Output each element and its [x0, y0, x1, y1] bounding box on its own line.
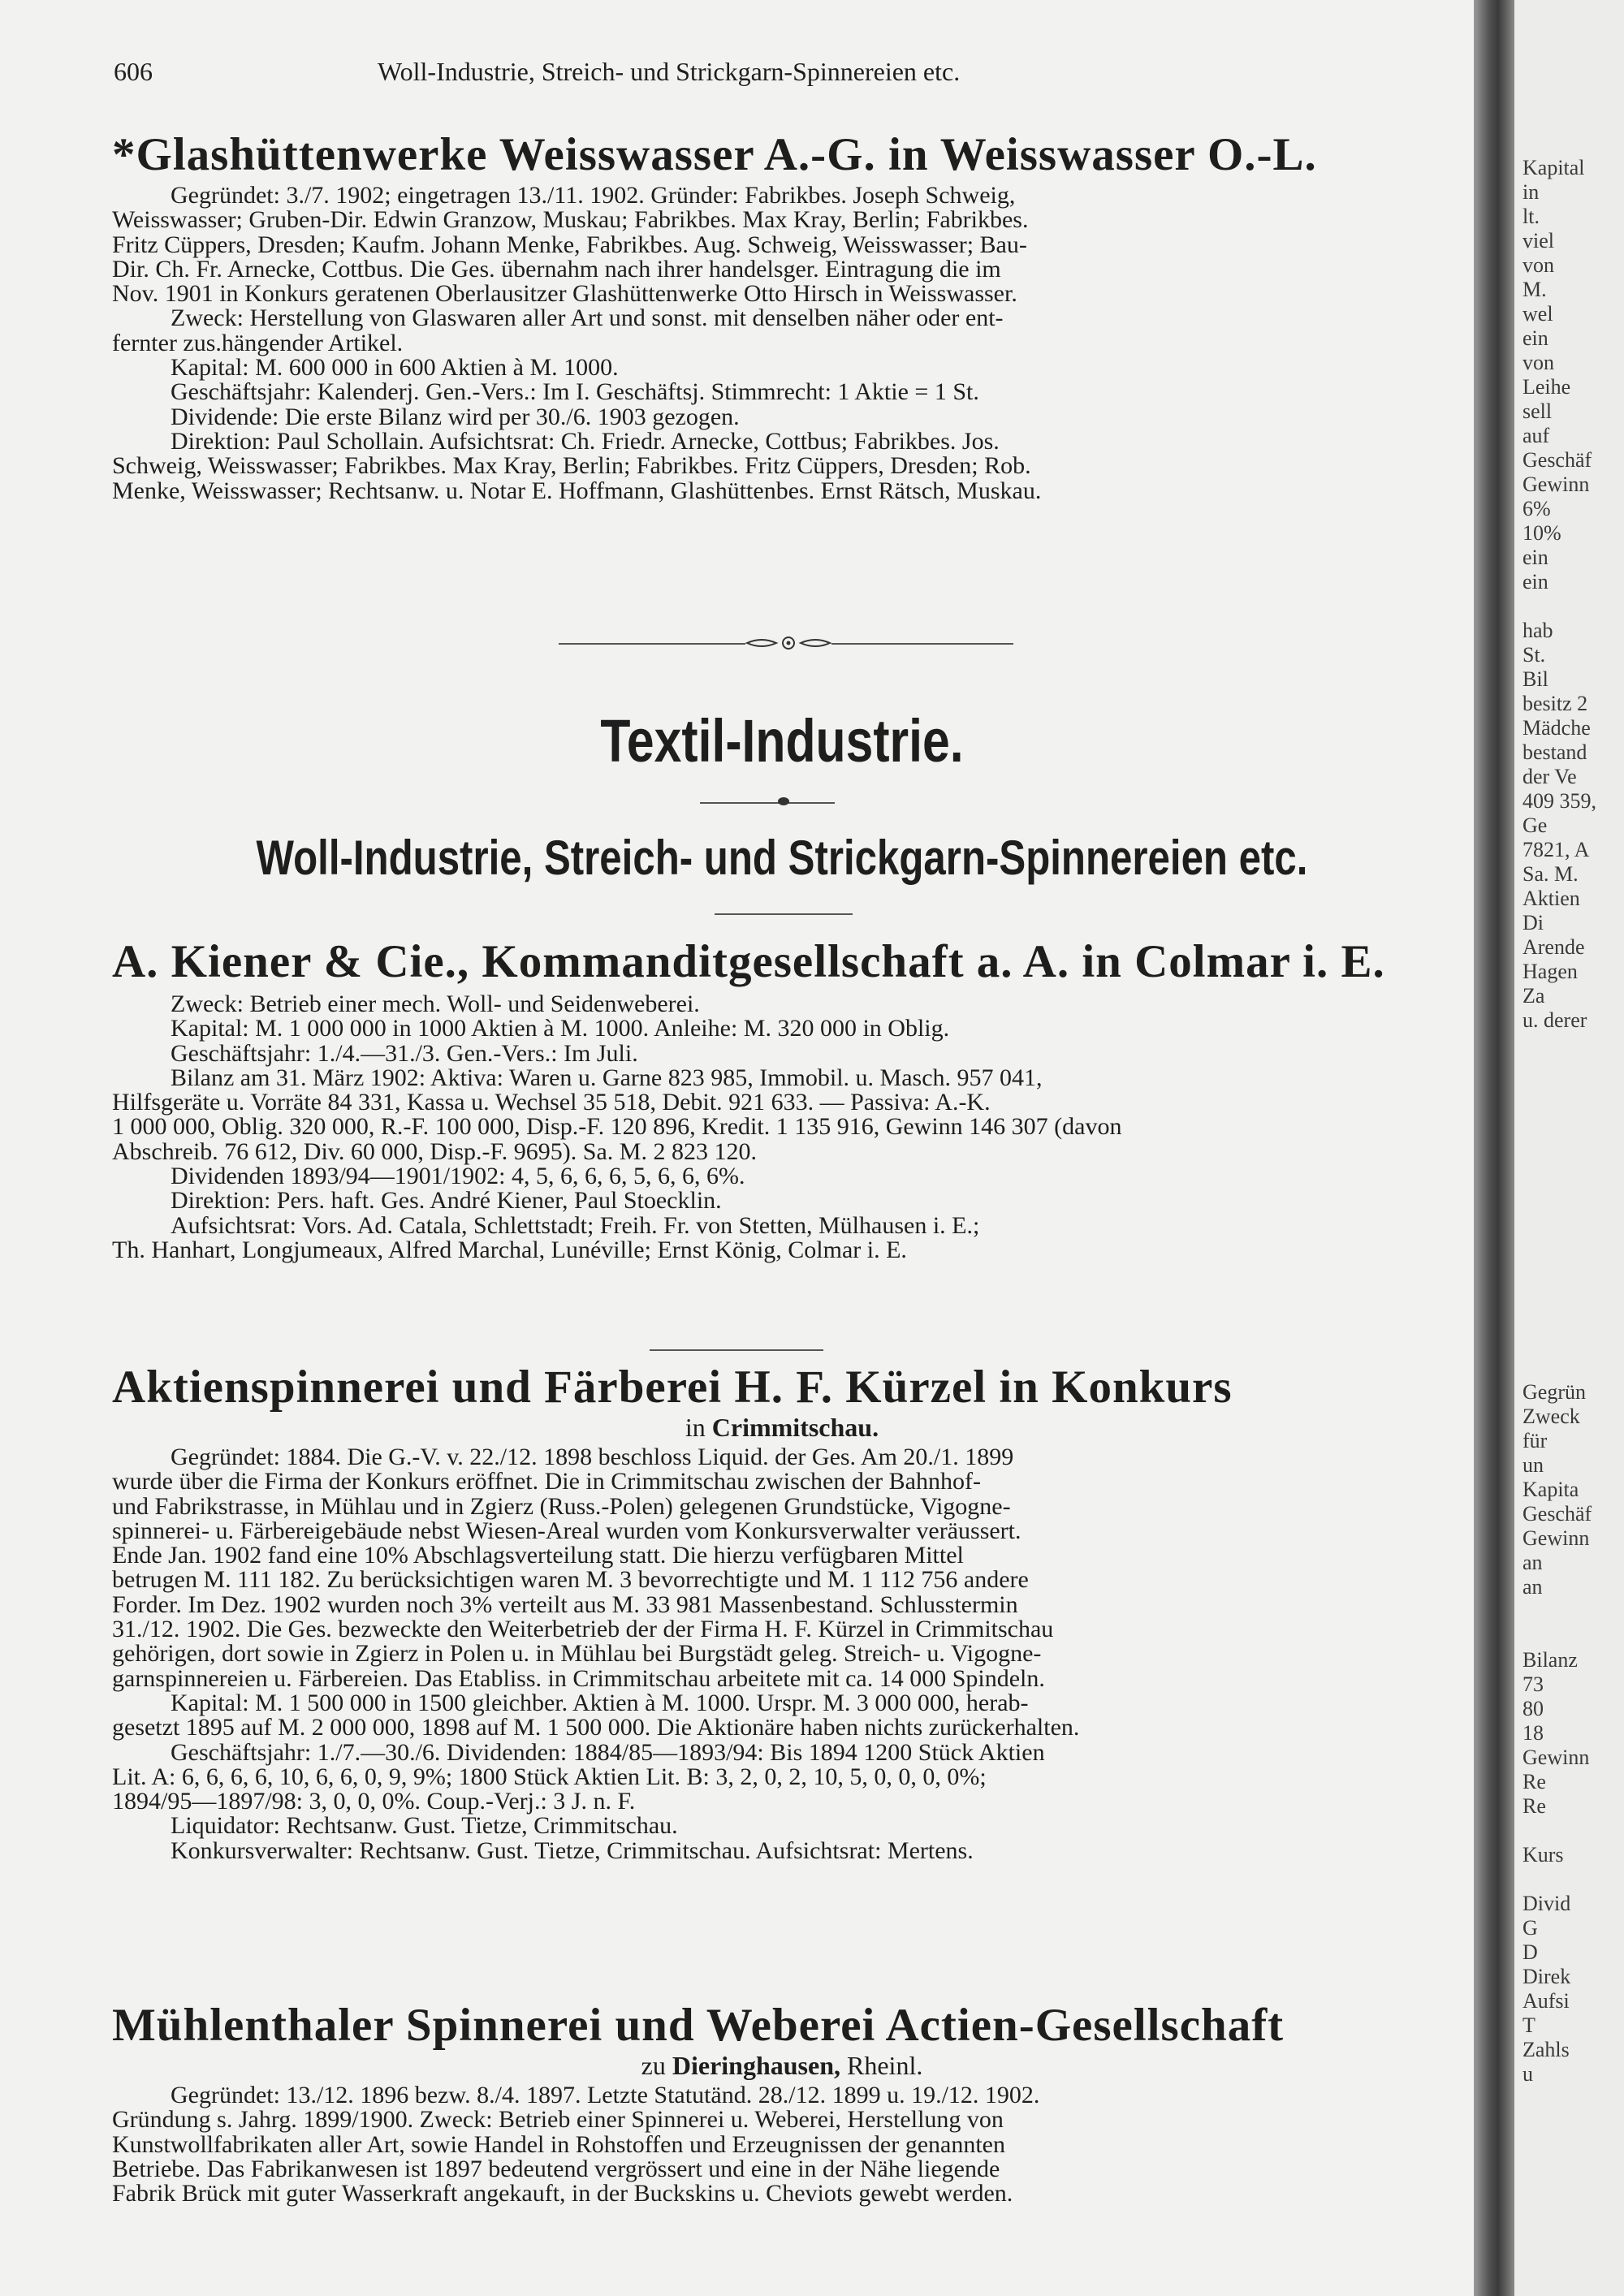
- facing-page-text-fragment: 18: [1522, 1721, 1544, 1745]
- section-subtitle: Woll-Industrie, Streich- und Strickgarn-Spinnereien etc.: [256, 831, 1308, 885]
- text-line: Menke, Weisswasser; Rechtsanw. u. Notar E. Hoffmann, Glashüttenbes. Ernst Rätsch, Muskau.: [112, 477, 1042, 504]
- running-title: Woll-Industrie, Streich- und Strickgarn-Spinnereien etc.: [378, 57, 961, 86]
- facing-page-text-fragment: Geschäf: [1522, 448, 1592, 472]
- facing-page-text-fragment: auf: [1522, 424, 1550, 447]
- facing-page-text-fragment: Aufsi: [1522, 1989, 1570, 2013]
- facing-page-text-fragment: Leihe: [1522, 375, 1571, 399]
- entry-heading: Mühlenthaler Spinnerei und Weberei Actien-Gesellschaft: [112, 2000, 1285, 2051]
- text-line: Fritz Cüppers, Dresden; Kaufm. Johann Menke, Fabrikbes. Aug. Schweig, Weisswasser; Bau-: [112, 231, 1027, 258]
- text-line: 1 000 000, Oblig. 320 000, R.-F. 100 000, Disp.-F. 120 896, Kredit. 1 135 916, Gewinn 146 307 (davon: [112, 1113, 1122, 1141]
- text-line: Kapital: M. 1 500 000 in 1500 gleichber. Aktien à M. 1000. Urspr. M. 3 000 000, herab-: [171, 1689, 1029, 1716]
- text-line: Gegründet: 13./12. 1896 bezw. 8./4. 1897. Letzte Statutänd. 28./12. 1899 u. 19./12. 1902.: [171, 2082, 1040, 2108]
- text-line: Kunstwollfabrikaten aller Art, sowie Handel in Rohstoffen und Erzeugnissen der genannten: [112, 2130, 1005, 2158]
- entry-subheading: [112, 2051, 1452, 2080]
- text-line: Gegründet: 1884. Die G.-V. v. 22./12. 1898 beschloss Liquid. der Ges. Am 20./1. 1899: [171, 1444, 1014, 1470]
- text-line: Geschäftsjahr: 1./4.—31./3. Gen.-Vers.: Im Juli.: [171, 1039, 638, 1067]
- text-line: spinnerei- u. Färbereigebäude nebst Wiesen-Areal wurden vom Konkursverwalter veräussert.: [112, 1517, 1021, 1544]
- facing-page-text-fragment: 10%: [1522, 521, 1561, 545]
- text-line: wurde über die Firma der Konkurs eröffnet. Die in Crimmitschau zwischen der Bahnhof-: [112, 1468, 981, 1495]
- facing-page-text-fragment: u. derer: [1522, 1008, 1587, 1032]
- entry-body: [112, 992, 1452, 1262]
- facing-page-text-fragment: Mädche: [1522, 716, 1591, 740]
- facing-page-text-fragment: der Ve: [1522, 765, 1577, 788]
- facing-page-text-fragment: Gewinn: [1522, 1526, 1590, 1550]
- ornament-rule-right: [831, 643, 1013, 645]
- text-line: Th. Hanhart, Longjumeaux, Alfred Marchal, Lunéville; Ernst König, Colmar i. E.: [112, 1236, 907, 1263]
- facing-page-text-fragment: ein: [1522, 326, 1548, 350]
- text-line: 1894/95—1897/98: 3, 0, 0, 0%. Coup.-Verj.: 3 J. n. F.: [112, 1788, 636, 1815]
- facing-page-text-fragment: St.: [1522, 643, 1546, 667]
- facing-page-text-fragment: Kapital: [1522, 156, 1585, 179]
- facing-page-text-fragment: 6%: [1522, 497, 1551, 520]
- text-line: Zweck: Herstellung von Glaswaren aller Art und sonst. mit denselben näher oder ent-: [171, 304, 1004, 332]
- facing-page-text-fragment: bestand: [1522, 740, 1587, 764]
- text-line: Ende Jan. 1902 fand eine 10% Abschlagsverteilung statt. Die hierzu verfügbaren Mittel: [112, 1542, 964, 1569]
- facing-page-text-fragment: an: [1522, 1575, 1543, 1599]
- facing-page-text-fragment: in: [1522, 180, 1540, 204]
- text-line: Zweck: Betrieb einer mech. Woll- und Seidenweberei.: [171, 990, 700, 1017]
- text-line: Direktion: Paul Schollain. Aufsichtsrat: Ch. Friedr. Arnecke, Cottbus; Fabrikbes. Jos.: [171, 427, 1000, 455]
- text-line: Konkursverwalter: Rechtsanw. Gust. Tietze, Crimmitschau. Aufsichtsrat: Mertens.: [171, 1836, 974, 1864]
- text-line: Schweig, Weisswasser; Fabrikbes. Max Kray, Berlin; Fabrikbes. Fritz Cüppers, Dresden; Rob.: [112, 452, 1031, 480]
- facing-page-text-fragment: für: [1522, 1429, 1548, 1452]
- facing-page-text-fragment: Gewinn: [1522, 473, 1590, 496]
- text-line: gesetzt 1895 auf M. 2 000 000, 1898 auf M. 1 500 000. Die Aktionäre haben nichts zurückerhalten.: [112, 1714, 1080, 1741]
- text-line: Weisswasser; Gruben-Dir. Edwin Granzow, Muskau; Fabrikbes. Max Kray, Berlin; Fabrikbes.: [112, 206, 1029, 234]
- sub-suffix: Rheinl.: [847, 2051, 923, 2080]
- facing-page-text-fragment: Aktien: [1522, 887, 1580, 910]
- facing-page-text-fragment: Kurs: [1522, 1843, 1564, 1867]
- facing-page-text-fragment: Re: [1522, 1794, 1546, 1818]
- facing-page-text-fragment: T: [1522, 2013, 1535, 2037]
- sub-place: Crimmitschau.: [711, 1413, 879, 1442]
- facing-page-text-fragment: u: [1522, 2062, 1533, 2086]
- text-line: betrugen M. 111 182. Zu berücksichtigen waren M. 3 bevorrechtigte und M. 1 112 756 andere: [112, 1566, 1029, 1594]
- text-line: Lit. A: 6, 6, 6, 6, 10, 6, 6, 0, 9, 9%; 1800 Stück Aktien Lit. B: 3, 2, 0, 2, 10, 5, 0, 0, 0, 0%;: [112, 1763, 987, 1790]
- facing-page-text-fragment: D: [1522, 1940, 1538, 1964]
- text-line: Abschreib. 76 612, Div. 60 000, Disp.-F. 9695). Sa. M. 2 823 120.: [112, 1137, 757, 1165]
- facing-page-fragment: [1514, 0, 1624, 2296]
- facing-page-text-fragment: hab: [1522, 619, 1553, 642]
- page-number: 606: [114, 57, 153, 86]
- facing-page-text-fragment: G: [1522, 1916, 1538, 1940]
- entry-rule: [650, 1349, 823, 1351]
- facing-page-text-fragment: ein: [1522, 546, 1548, 569]
- divider-dot: [778, 797, 789, 805]
- facing-page-text-fragment: Geschäf: [1522, 1502, 1592, 1526]
- sub-prefix: zu: [641, 2051, 666, 2080]
- entry-body: [112, 1445, 1452, 1863]
- entry-glashuettenwerke: [112, 130, 1452, 503]
- entry-body: [112, 183, 1452, 503]
- text-line: Fabrik Brück mit guter Wasserkraft angekauft, in der Buckskins u. Cheviots gewebt werden.: [112, 2180, 1013, 2208]
- section-title: Textil-Industrie.: [600, 707, 964, 775]
- facing-page-text-fragment: Gegrün: [1522, 1380, 1586, 1404]
- facing-page-text-fragment: Za: [1522, 984, 1545, 1008]
- text-line: und Fabrikstrasse, in Mühlau und in Zgierz (Russ.-Polen) gelegenen Grundstücke, Vigogne-: [112, 1492, 1011, 1520]
- facing-page-text-fragment: Arende: [1522, 935, 1585, 959]
- facing-page-text-fragment: von: [1522, 351, 1554, 374]
- text-line: garnspinnereien u. Färbereien. Das Etabliss. in Crimmitschau arbeitete mit ca. 14 000 Spindeln.: [112, 1664, 1045, 1692]
- text-line: fernter zus.hängender Artikel.: [112, 329, 404, 356]
- facing-page-text-fragment: Hagen: [1522, 960, 1578, 983]
- sub-prefix: in: [685, 1413, 706, 1442]
- facing-page-text-fragment: M.: [1522, 278, 1547, 301]
- text-line: 31./12. 1902. Die Ges. bezweckte den Weiterbetrieb der der Firma H. F. Kürzel in Crimmitschau: [112, 1616, 1054, 1643]
- text-line: Kapital: M. 600 000 in 600 Aktien à M. 1000.: [171, 354, 619, 382]
- entry-kuerzel: [112, 1362, 1452, 1863]
- text-line: gehörigen, dort sowie in Zgierz in Polen u. in Mühlau bei Burgstädt geleg. Streich- u. Vigogne-: [112, 1640, 1042, 1668]
- facing-page-text-fragment: Re: [1522, 1770, 1546, 1793]
- text-line: Liquidator: Rechtsanw. Gust. Tietze, Crimmitschau.: [171, 1812, 678, 1840]
- facing-page-text-fragment: lt.: [1522, 205, 1540, 228]
- facing-page-text-fragment: an: [1522, 1551, 1543, 1574]
- facing-page-text-fragment: viel: [1522, 229, 1554, 252]
- facing-page-text-fragment: un: [1522, 1453, 1544, 1477]
- entry-heading: A. Kiener & Cie., Kommanditgesellschaft a. A. in Colmar i. E.: [112, 936, 1385, 987]
- text-line: Kapital: M. 1 000 000 in 1000 Aktien à M. 1000. Anleihe: M. 320 000 in Oblig.: [171, 1015, 950, 1042]
- facing-page-text-fragment: ein: [1522, 570, 1548, 593]
- book-gutter: [1474, 0, 1514, 2296]
- text-line: Aufsichtsrat: Vors. Ad. Catala, Schlettstadt; Freih. Fr. von Stetten, Mülhausen i. E.;: [171, 1211, 980, 1239]
- facing-page-text-fragment: Ge: [1522, 814, 1548, 837]
- facing-page-text-fragment: wel: [1522, 302, 1553, 326]
- text-line: Forder. Im Dez. 1902 wurden noch 3% verteilt aus M. 33 981 Massenbestand. Schlusstermin: [112, 1590, 1018, 1618]
- facing-page-text-fragment: Sa. M.: [1522, 862, 1579, 886]
- facing-page-text-fragment: besitz 2: [1522, 692, 1588, 715]
- text-line: Direktion: Pers. haft. Ges. André Kiener, Paul Stoecklin.: [171, 1187, 722, 1215]
- text-line: Dividenden 1893/94—1901/1902: 4, 5, 6, 6, 6, 5, 6, 6, 6%.: [171, 1163, 745, 1190]
- facing-page-text-fragment: Direk: [1522, 1965, 1571, 1988]
- text-line: Geschäftsjahr: 1./7.—30./6. Dividenden: 1884/85—1893/94: Bis 1894 1200 Stück Aktien: [171, 1738, 1045, 1766]
- sub-place: Dieringhausen,: [672, 2051, 840, 2080]
- entry-body: [112, 2083, 1452, 2206]
- entry-subheading: [112, 1413, 1452, 1442]
- text-line: Geschäftsjahr: Kalenderj. Gen.-Vers.: Im I. Geschäftsj. Stimmrecht: 1 Aktie = 1 St.: [171, 378, 979, 406]
- facing-page-text-fragment: Gewinn: [1522, 1746, 1590, 1769]
- entry-kiener: [112, 937, 1452, 1262]
- entry-muehlenthaler: [112, 2000, 1452, 2206]
- text-line: Nov. 1901 in Konkurs geratenen Oberlausitzer Glashüttenwerke Otto Hirsch in Weisswasser.: [112, 280, 1017, 308]
- text-line: Betriebe. Das Fabrikanwesen ist 1897 bedeutend vergrössert und eine in der Nähe liegende: [112, 2155, 1000, 2182]
- facing-page-text-fragment: Zahls: [1522, 2038, 1570, 2061]
- text-line: Gründung s. Jahrg. 1899/1900. Zweck: Betrieb einer Spinnerei u. Weberei, Herstellung von: [112, 2106, 1004, 2134]
- ornament-rule-left: [559, 643, 745, 645]
- section-divider: [700, 802, 835, 804]
- facing-page-text-fragment: Divid: [1522, 1892, 1571, 1915]
- entry-heading: Aktienspinnerei und Färberei H. F. Kürzel in Konkurs: [112, 1362, 1233, 1413]
- facing-page-text-fragment: von: [1522, 253, 1554, 277]
- text-line: Gegründet: 3./7. 1902; eingetragen 13./11. 1902. Gründer: Fabrikbes. Joseph Schweig,: [171, 182, 1016, 209]
- facing-page-text-fragment: Di: [1522, 911, 1544, 934]
- facing-page-text-fragment: 80: [1522, 1697, 1544, 1720]
- facing-page-text-fragment: 409 359,: [1522, 789, 1596, 813]
- text-line: Bilanz am 31. März 1902: Aktiva: Waren u. Garne 823 985, Immobil. u. Masch. 957 041,: [171, 1064, 1043, 1091]
- facing-page-text-fragment: 7821, A: [1522, 838, 1590, 861]
- facing-page-text-fragment: Zweck: [1522, 1405, 1580, 1428]
- facing-page-text-fragment: Kapita: [1522, 1478, 1579, 1501]
- ornament-icon: [745, 633, 831, 656]
- facing-page-text-fragment: Bil: [1522, 667, 1548, 691]
- facing-page-text-fragment: sell: [1522, 399, 1553, 423]
- facing-page-text-fragment: 73: [1522, 1672, 1544, 1696]
- text-line: Dividende: Die erste Bilanz wird per 30./6. 1903 gezogen.: [171, 403, 740, 430]
- facing-page-text-fragment: Bilanz: [1522, 1648, 1578, 1672]
- entry-heading: *Glashüttenwerke Weisswasser A.-G. in Weisswasser O.-L.: [112, 129, 1317, 180]
- text-line: Hilfsgeräte u. Vorräte 84 331, Kassa u. Wechsel 35 518, Debit. 921 633. — Passiva: A.-K.: [112, 1089, 991, 1116]
- section-rule: [715, 913, 853, 915]
- text-line: Dir. Ch. Fr. Arnecke, Cottbus. Die Ges. übernahm nach ihrer handelsger. Eintragung die im: [112, 255, 1001, 283]
